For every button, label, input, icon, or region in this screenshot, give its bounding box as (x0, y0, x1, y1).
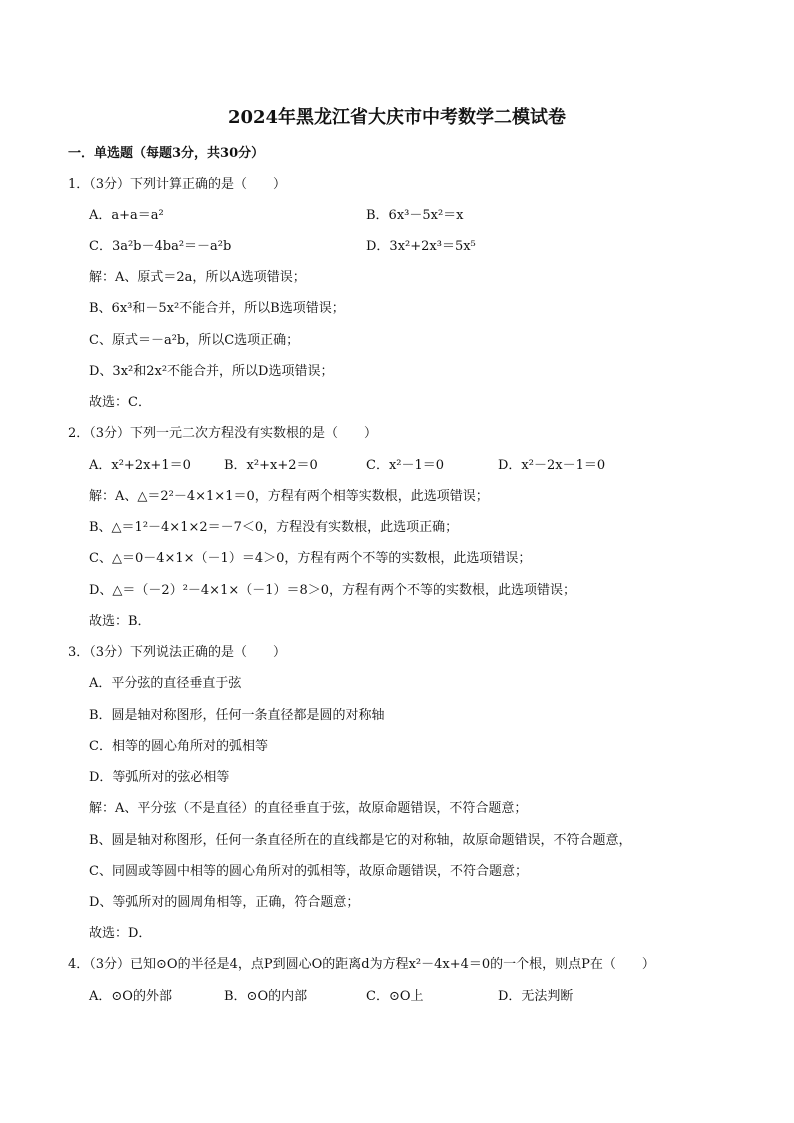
q2-option-c: C．x²－1＝0 (366, 458, 445, 473)
q1-answer: 故选：C． (89, 395, 151, 410)
q3-solution-line: D、等弧所对的圆周角相等，正确，符合题意； (89, 895, 360, 910)
q2-solution-line: B、△＝1²－4×1×2＝－7＜0，方程没有实数根，此选项正确； (89, 520, 459, 535)
q4-option-d: D．无法判断 (498, 989, 574, 1004)
q4-option-c: C．⊙O上 (366, 989, 424, 1004)
q2-option-a: A．x²+2x+1＝0 (89, 458, 191, 473)
q2-solution-line: D、△＝（－2）²－4×1×（－1）＝8＞0，方程有两个不等的实数根，此选项错误； (89, 583, 577, 598)
q3-option-b: B．圆是轴对称图形，任何一条直径都是圆的对称轴 (89, 708, 385, 723)
q3-solution-line: C、同圆或等圆中相等的圆心角所对的弧相等，故原命题错误，不符合题意； (89, 864, 528, 879)
q1-solution-line: 解：A、原式＝2a，所以A选项错误； (89, 270, 306, 285)
q4-option-b: B．⊙O的内部 (224, 989, 308, 1004)
q3-option-a: A．平分弦的直径垂直于弦 (89, 676, 242, 691)
q1-stem: 1．（3分）下列计算正确的是（ ） (68, 177, 287, 192)
q2-solution-line: C、△＝0－4×1×（－1）＝4＞0，方程有两个不等的实数根，此选项错误； (89, 551, 532, 566)
q1-solution-line: D、3x²和2x²不能合并，所以D选项错误； (89, 364, 334, 379)
q3-option-c: C．相等的圆心角所对的弧相等 (89, 739, 268, 754)
section-heading: 一．单选题（每题3分，共30分） (68, 146, 265, 161)
q3-answer: 故选：D． (89, 926, 152, 941)
q1-solution-line: C、原式＝－a²b，所以C选项正确； (89, 333, 300, 348)
q3-solution-line: 解：A、平分弦（不是直径）的直径垂直于弦，故原命题错误，不符合题意； (89, 801, 528, 816)
q2-solution-line: 解：A、△＝2²－4×1×1＝0，方程有两个相等实数根，此选项错误； (89, 489, 489, 504)
q3-option-d: D．等弧所对的弦必相等 (89, 770, 230, 785)
q1-option-a: A．a+a＝a² (89, 208, 164, 223)
q2-stem: 2．（3分）下列一元二次方程没有实数根的是（ ） (68, 426, 378, 441)
q2-answer: 故选：B． (89, 614, 151, 629)
q1-option-b: B．6x³－5x²＝x (366, 208, 464, 223)
q1-option-d: D．3x²+2x³＝5x⁵ (366, 239, 476, 254)
q3-solution-line: B、圆是轴对称图形，任何一条直径所在的直线都是它的对称轴，故原命题错误，不符合题意， (89, 833, 632, 848)
q1-option-c: C．3a²b－4ba²＝－a²b (89, 239, 232, 254)
q4-stem: 4．（3分）已知⊙O的半径是4，点P到圆心O的距离d为方程x²－4x+4＝0的一个根，则点P在（ ） (68, 957, 655, 972)
q2-option-b: B．x²+x+2＝0 (224, 458, 318, 473)
page-title: 2024年黑龙江省大庆市中考数学二模试卷 (227, 107, 567, 128)
q4-option-a: A．⊙O的外部 (89, 989, 172, 1004)
q1-solution-line: B、6x³和－5x²不能合并，所以B选项错误； (89, 301, 345, 316)
q3-stem: 3．（3分）下列说法正确的是（ ） (68, 645, 287, 660)
q2-option-d: D．x²－2x－1＝0 (498, 458, 606, 473)
